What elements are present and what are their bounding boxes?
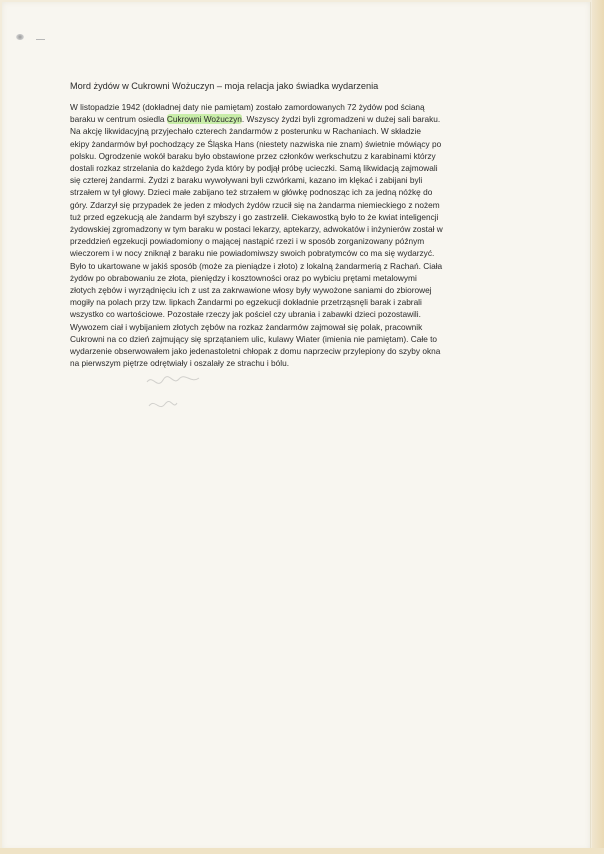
document-body <box>70 101 524 369</box>
body-line: polsku. Ogrodzenie wokół baraku było obstawione przez członków werkschutzu z karabinami którzy <box>70 150 436 161</box>
staple-hole-mark <box>16 34 24 40</box>
faint-pencil-signature <box>143 372 213 420</box>
body-line: tuż przed egzekucją ale żandarm był szybszy i go zastrzelił. Ciekawostką było to że kwiat inteligencji <box>70 211 439 222</box>
body-line: wszystko co wartościowe. Pozostałe rzeczy jak pościel czy ubrania i zabawki dzieci pozostawili. <box>70 309 421 320</box>
body-line: się czterej żandarmi. Żydzi z baraku wywoływani byli czwórkami, kazano im klękać i zabijani byli <box>70 175 423 186</box>
body-line: żydowskiej zgromadzony w tym baraku w postaci lekarzy, aptekarzy, adwokatów i inżynierów został w <box>70 224 443 235</box>
document-title: Mord żydów w Cukrowni Wożuczyn – moja relacja jako świadka wydarzenia <box>70 81 379 91</box>
body-line: Cukrowni na co dzień zajmujący się sprzątaniem ulic, kulawy Wiater (imienia nie pamiętam). Całe to <box>70 333 438 344</box>
body-line: Wywozem ciał i wybijaniem złotych zębów na rozkaz żandarmów zajmował się polak, pracownik <box>70 321 423 332</box>
body-line: strzałem w tył głowy. Dzieci małe zabijano też strzałem w główkę podnosząc ich za jedną nóżkę do <box>70 187 433 198</box>
body-line: żydów po obrabowaniu ze złota, pieniędzy i kosztowności oraz po wybiciu prętami metalowymi <box>70 272 417 283</box>
page-edge-strip <box>592 0 604 854</box>
body-line-tail: . Wszyscy żydzi byli zgromadzeni w dużej sali baraku. <box>241 114 441 125</box>
page-bottom-edge <box>0 848 604 854</box>
body-line: wydarzenie obserwowałem jako jedenastoletni chłopak z domu naprzeciw przylepiony do szyby okna <box>70 346 441 357</box>
body-line: na pierwszym piętrze odrętwiały i oszalały ze strachu i bólu. <box>70 358 290 369</box>
body-line: góry. Zdarzył się przypadek że jeden z młodych żydów rzucił się na żandarma niemieckiego z nożem <box>70 199 440 210</box>
body-line <box>70 113 524 125</box>
staple-dash-mark <box>36 39 45 40</box>
body-line: dostali rozkaz strzelania do każdego żyda który by podjął próbę ucieczki. Samą likwidacją zajmowali <box>70 163 438 174</box>
body-line: Było to ukartowane w jakiś sposób (może za pieniądze i złoto) z lokalną żandarmerią z Rachań. Ciała <box>70 260 443 271</box>
body-line: złotych zębów i wyrządnięciu ich z ust za zakrwawione włosy były wywożone saniami do zbiorowej <box>70 285 432 296</box>
body-line-head: baraku w centrum osiedla <box>70 114 167 125</box>
body-line: mogiły na polach przy tzw. lipkach Żandarmi po egzekucji dokładnie przetrząsnęli barak i zabrali <box>70 297 422 308</box>
body-line: wieczorem i w nocy zniknął z baraku nie powiadomiwszy swoich pobratymców co ma się wydarzyć. <box>70 248 435 259</box>
body-line: ekipy żandarmów był pochodzący ze Śląska Hans (niestety nazwiska nie znam) świetnie mówiący po <box>70 138 442 149</box>
highlighted-text: Cukrowni Wożuczyn <box>166 114 242 125</box>
body-line: W listopadzie 1942 (dokładnej daty nie pamiętam) zostało zamordowanych 72 żydów pod ścianą <box>70 102 425 112</box>
body-line: przeddzień egzekucji powiadomiony o mającej nastąpić rzezi i w sposób zorganizowany późnym <box>70 236 425 247</box>
body-line: Na akcję likwidacyjną przyjechało czterech żandarmów z posterunku w Rachaniach. W składzie <box>70 126 421 137</box>
